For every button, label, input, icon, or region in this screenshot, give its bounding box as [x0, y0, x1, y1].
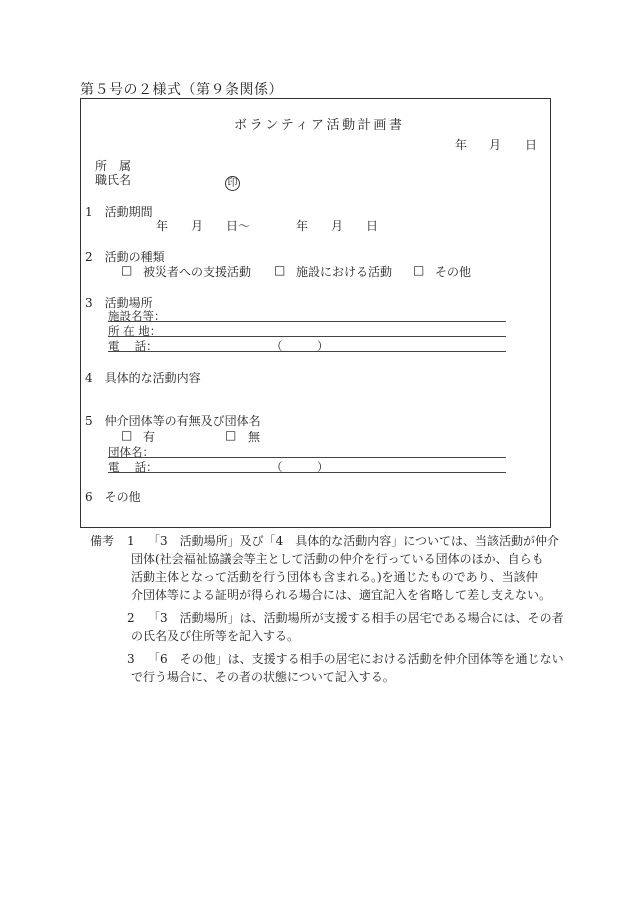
- note-2-number: 2: [127, 611, 135, 625]
- seal-mark: [225, 171, 240, 191]
- section-5-heading: 5 仲介団体等の有無及び団体名: [85, 414, 261, 428]
- checkbox-no[interactable]: [225, 428, 236, 442]
- period-month-2: 月: [331, 219, 344, 233]
- note-2-line-1: 「3 活動場所」は、活動場所が支援する相手の居宅である場合には、その者: [148, 611, 564, 625]
- phone-line[interactable]: [108, 351, 506, 352]
- note-1-line-4: 介団体等による証明が得られる場合には、適宜記入を省略して差し支えない。: [131, 588, 552, 602]
- form-box: [80, 98, 551, 528]
- checkbox-yes[interactable]: [121, 428, 132, 442]
- period-month-1: 月: [191, 219, 204, 233]
- checkbox-icon: □: [121, 263, 133, 277]
- date-month: 月: [489, 138, 502, 152]
- section-6-heading: 6 その他: [85, 490, 141, 504]
- checkbox-icon: □: [274, 263, 286, 277]
- checkbox-other[interactable]: [413, 263, 424, 277]
- period-day-2: 日: [366, 219, 379, 233]
- affiliation-label: 所 属: [95, 159, 132, 173]
- notes-label: 備考: [90, 534, 115, 548]
- note-1-number: 1: [127, 534, 135, 548]
- note-2-line-2: の氏名及び住所等を記入する。: [131, 629, 300, 643]
- form-title: ボランティア活動計画書: [234, 118, 405, 133]
- org-name-label: 団体名：: [108, 445, 154, 459]
- checkbox-icon: □: [413, 263, 425, 277]
- date-day: 日: [525, 138, 538, 152]
- checkbox-facility[interactable]: [274, 263, 285, 277]
- option-no-label: 無: [248, 430, 261, 444]
- phone-area-code: （ ）: [271, 339, 329, 353]
- note-3-number: 3: [127, 652, 135, 666]
- name-label: 職氏名: [95, 173, 132, 187]
- date-year: 年: [455, 138, 468, 152]
- option-facility-label: 施設における活動: [296, 265, 393, 279]
- org-phone-label: 電 話：: [108, 460, 158, 474]
- note-3-line-2: で行う場合に、その者の状態について記入する。: [131, 670, 395, 684]
- option-support-label: 被災者への支援活動: [143, 265, 252, 279]
- note-1-line-2: 団体(社会福祉協議会等主として活動の仲介を行っている団体のほか、自らも: [131, 552, 544, 566]
- address-label: 所 在 地：: [108, 324, 162, 338]
- org-phone-line[interactable]: [108, 472, 506, 473]
- section-4-heading: 4 具体的な活動内容: [85, 371, 201, 385]
- facility-name-label: 施設名等：: [108, 309, 166, 323]
- note-1-line-3: 活動主体となって活動を行う団体も含まれる。)を通じたものであり、当該仲: [131, 570, 538, 584]
- facility-name-line[interactable]: [108, 321, 506, 322]
- note-1-line-1: 「3 活動場所」及び「4 具体的な活動内容」については、当該活動が仲介: [148, 534, 560, 548]
- option-yes-label: 有: [143, 430, 156, 444]
- section-2-heading: 2 活動の種類: [85, 250, 165, 264]
- section-3-heading: 3 活動場所: [85, 296, 153, 310]
- option-other-label: その他: [435, 265, 472, 279]
- checkbox-support[interactable]: [121, 263, 132, 277]
- address-line[interactable]: [108, 336, 506, 337]
- seal-icon: 印: [225, 176, 240, 191]
- checkbox-icon: □: [225, 428, 237, 442]
- checkbox-icon: □: [121, 428, 133, 442]
- note-3-line-1: 「6 その他」は、支援する相手の居宅における活動を仲介団体等を通じない: [148, 652, 564, 666]
- phone-label: 電 話：: [108, 339, 158, 353]
- form-label: 第５号の２様式（第９条関係）: [80, 82, 283, 98]
- org-name-line[interactable]: [108, 457, 506, 458]
- period-year-1: 年: [156, 219, 169, 233]
- period-day-from: 日～: [226, 219, 251, 233]
- section-1-heading: 1 活動期間: [85, 205, 153, 219]
- period-year-2: 年: [296, 219, 309, 233]
- org-phone-area-code: （ ）: [271, 460, 329, 474]
